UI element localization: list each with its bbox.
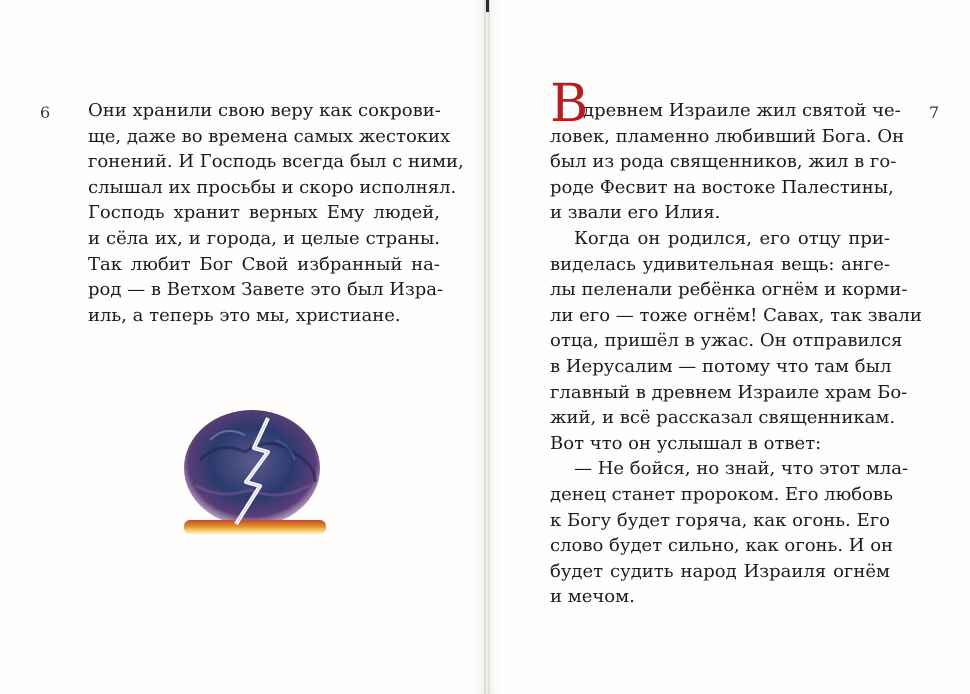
text-line: Когда он родился, его отцу при- [574,227,890,249]
left-page-number: 6 [40,103,51,122]
lightning-storm-illustration [180,400,330,550]
text-line: главный в древнем Израиле храм Бо- [550,381,908,403]
text-line: ли его — тоже огнём! Савах, так звали [550,304,922,326]
text-line: денец станет пророком. Его любовь [550,483,893,505]
right-page-number: 7 [929,103,940,122]
text-line: жий, и всё рассказал священникам. [550,407,896,429]
paragraph-2 [550,226,922,456]
text-line: слово будет сильно, как огонь. И он [550,535,894,557]
drop-cap: В [550,74,589,134]
text-line: и мечом. [550,586,635,608]
text-line: Они хранили свою веру как сокрови- [88,100,441,121]
text-line: Вот что он услышал в ответ: [550,432,822,454]
text-line: к Богу будет горяча, как огонь. Его [550,509,890,531]
text-line: в Иерусалим — потому что там был [550,355,892,377]
text-line: — Не бойся, но знай, что этот мла- [574,458,909,480]
text-line: род — в Ветхом Завете это был Изра- [88,279,444,301]
text-line: Так любит Бог Свой избранный на- [88,253,440,275]
text-line: гонений. И Господь всегда был с ними, [88,151,464,173]
text-line: был из рода священников, жил в го- [550,151,897,173]
text-line: роде Фесвит на востоке Палестины, [550,176,894,198]
text-line: иль, а теперь это мы, христиане. [88,304,401,326]
text-line: ще, даже во времена самых жестоких [88,125,451,147]
text-line: древнем Израиле жил святой че- [583,100,901,121]
text-line: слышал их просьбы и скоро исполнял. [88,176,457,198]
paragraph-1 [550,98,905,226]
left-paragraph [88,98,464,328]
text-line: отца, пришёл в ужас. Он отправился [550,330,903,352]
text-line: и звали его Илия. [550,202,721,224]
text-line: и сёла их, и города, и целые страны. [88,227,440,249]
paragraph-3 [550,456,909,610]
book-gutter [484,0,490,694]
right-text [550,98,922,610]
text-line: ловек, пламенно любивший Бога. Он [550,125,905,147]
text-line: будет судить народ Израиля огнём [550,560,890,582]
gutter-mark [486,0,489,12]
text-line: Господь хранит верных Ему людей, [88,202,440,224]
text-line: виделась удивительная вещь: анге- [550,253,890,275]
text-line: лы пеленали ребёнка огнём и корми- [550,279,908,301]
